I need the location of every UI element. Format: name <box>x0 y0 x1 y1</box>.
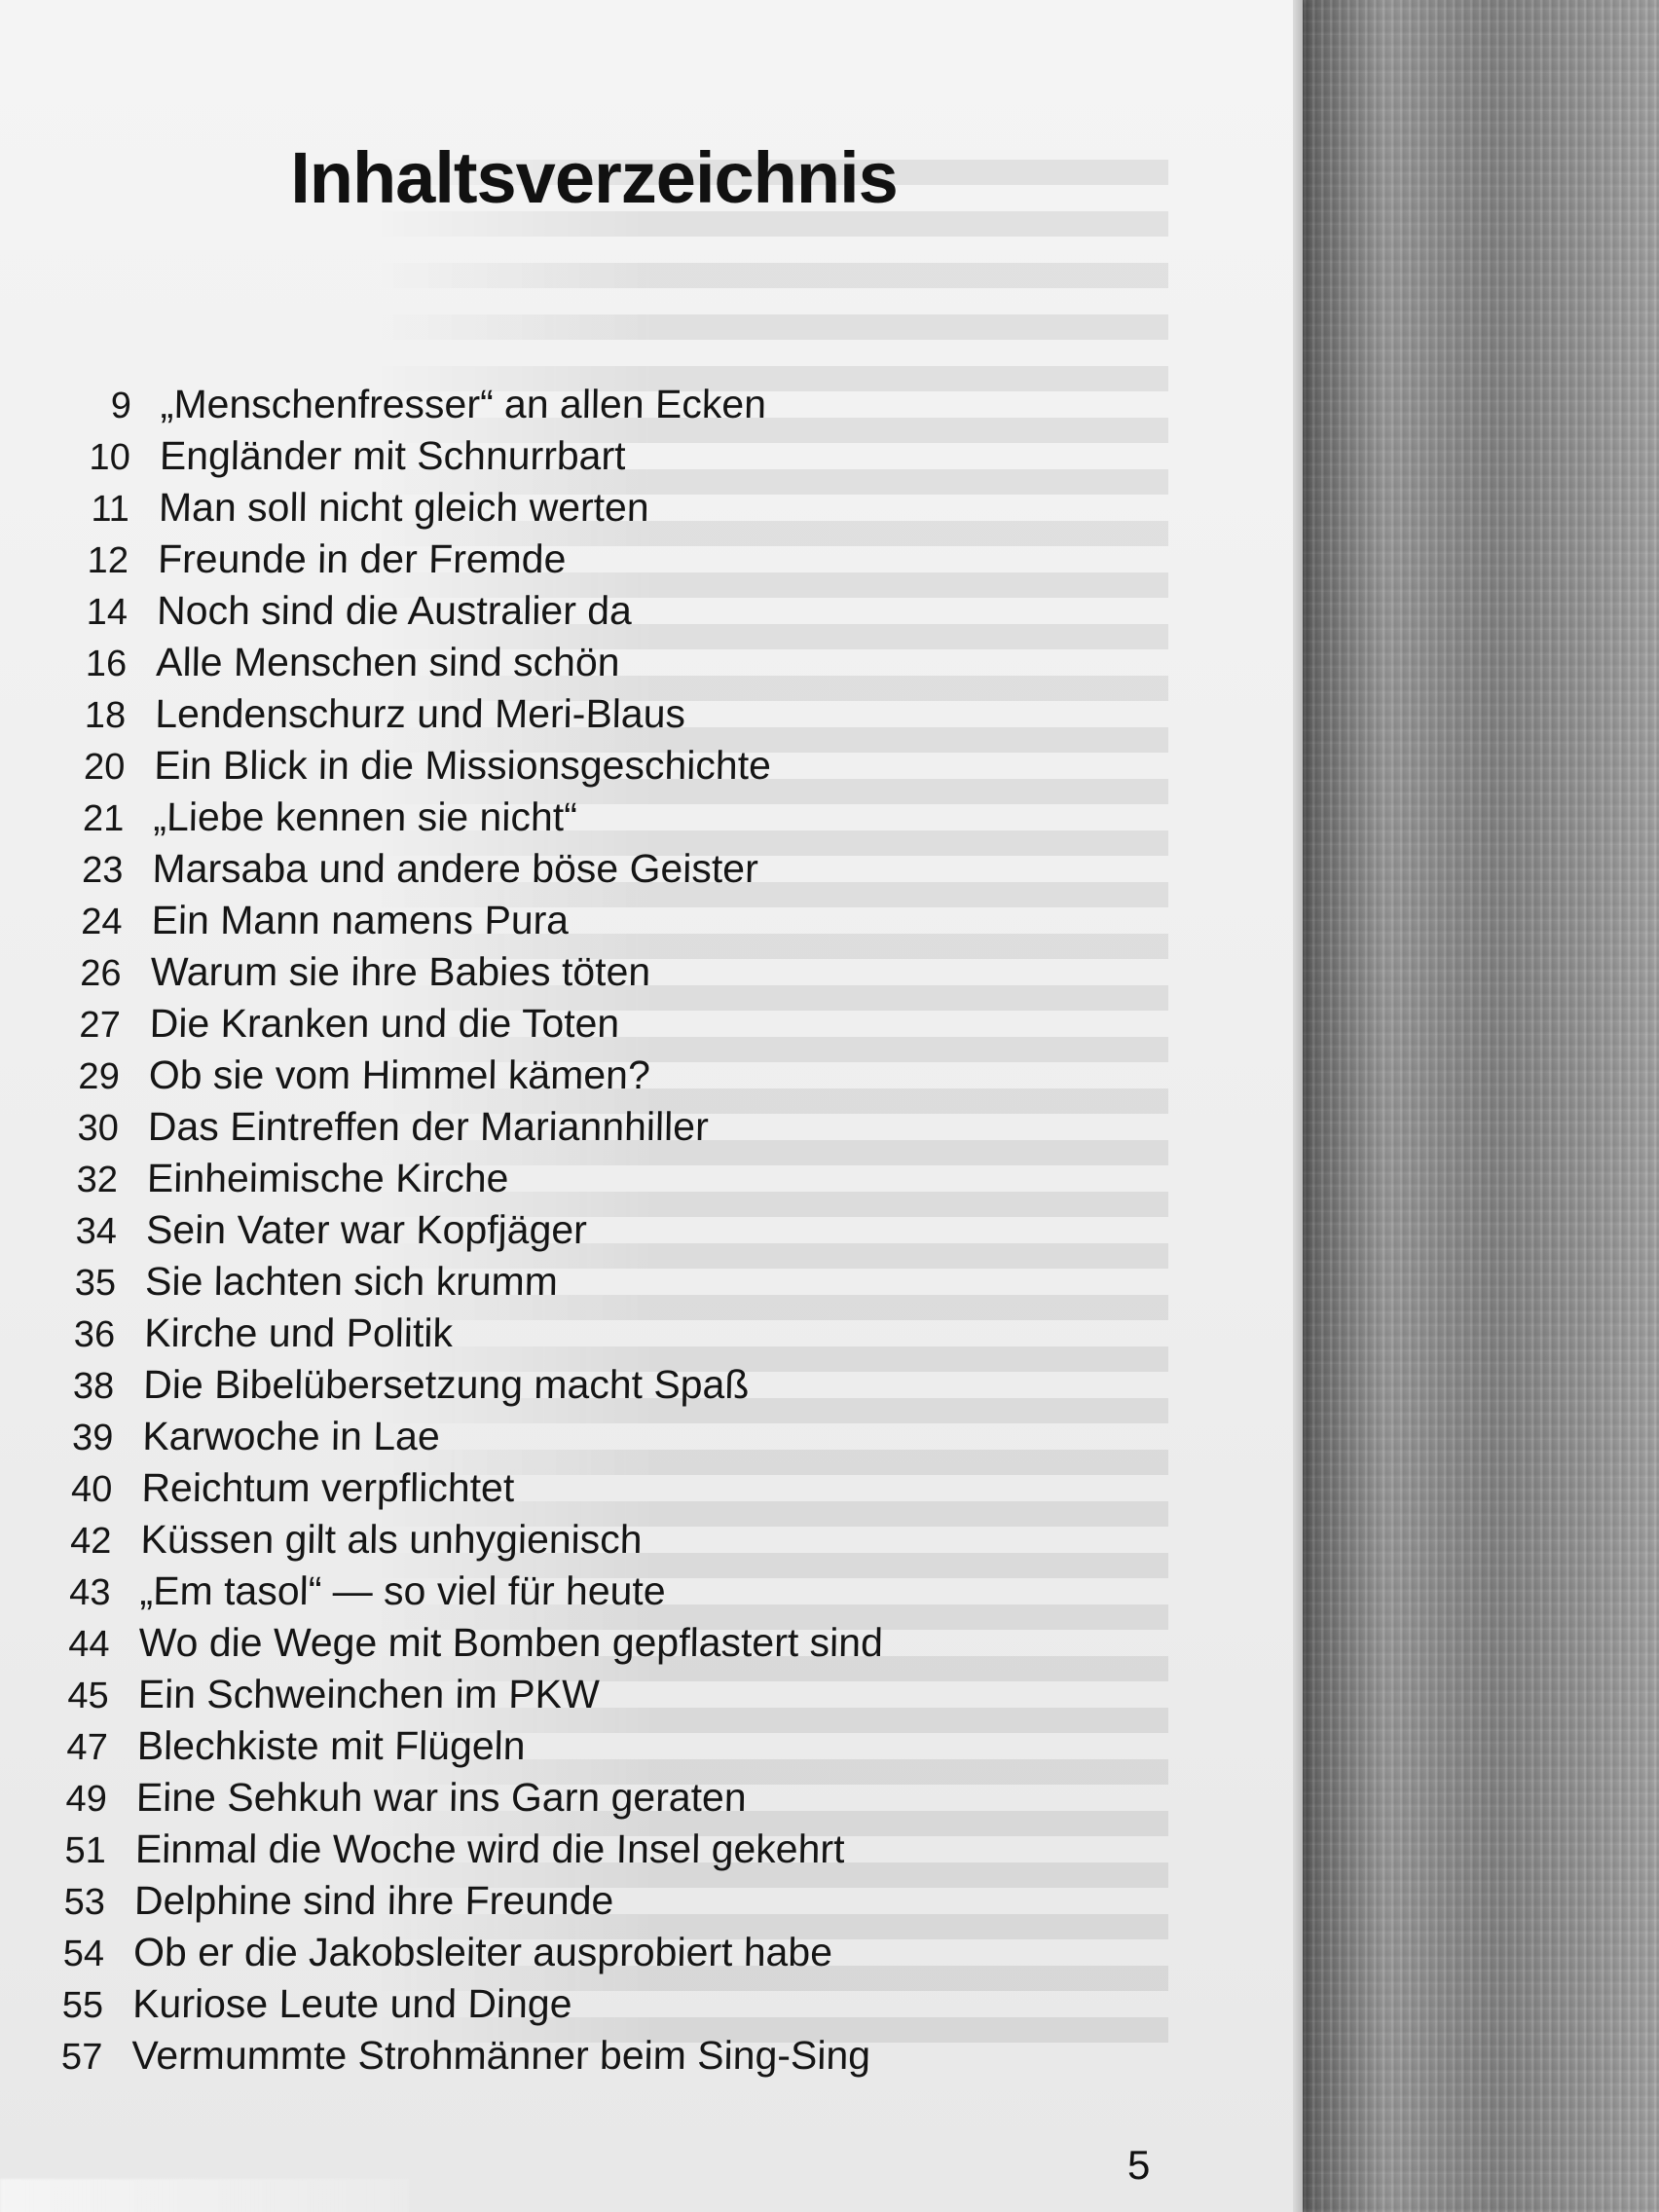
watermark <box>0 2179 409 2212</box>
toc-page-number: 14 <box>86 592 129 633</box>
page-title: Inhaltsverzeichnis <box>290 137 898 218</box>
toc-page-number: 10 <box>89 437 131 478</box>
toc-page-number: 34 <box>75 1211 118 1252</box>
toc-entry <box>29 1723 1198 1775</box>
toc-page-number: 16 <box>85 644 128 684</box>
toc-chapter-title: Sie lachten sich krumm <box>144 1259 559 1304</box>
toc-chapter-title: „Liebe kennen sie nicht“ <box>153 794 578 839</box>
toc-entry <box>34 1465 1203 1517</box>
toc-chapter-title: Eine Sehkuh war ins Garn geraten <box>135 1775 748 1820</box>
toc-page-number: 39 <box>71 1418 114 1458</box>
toc-page-number: 11 <box>91 489 130 530</box>
background-surface <box>1295 0 1659 2212</box>
toc-chapter-title: Noch sind die Australier da <box>156 588 633 633</box>
toc-entry <box>50 588 1219 640</box>
toc-page-number: 54 <box>62 1934 105 1974</box>
toc-page-number: 27 <box>79 1005 122 1046</box>
toc-page-number: 26 <box>80 953 123 994</box>
toc-entry <box>51 485 1220 536</box>
toc-entry <box>48 691 1217 743</box>
toc-entry <box>42 1001 1211 1052</box>
toc-page-number: 43 <box>68 1572 111 1613</box>
toc-page-number: 51 <box>64 1830 107 1871</box>
page-number: 5 <box>1127 2142 1151 2188</box>
toc-page-number: 32 <box>76 1160 119 1200</box>
toc-chapter-title: Ob er die Jakobsleiter ausprobiert habe <box>132 1930 833 1974</box>
toc-page-number: 18 <box>84 695 127 736</box>
toc-entry <box>33 1517 1202 1568</box>
toc-chapter-title: Einmal die Woche wird die Insel gekehrt <box>134 1826 845 1871</box>
toc-page-number: 23 <box>81 850 124 891</box>
toc-entry <box>44 898 1213 949</box>
toc-entry <box>51 536 1220 588</box>
toc-entry <box>53 382 1222 433</box>
toc-chapter-title: Einheimische Kirche <box>146 1156 509 1200</box>
toc-chapter-title: Küssen gilt als unhygienisch <box>140 1517 644 1562</box>
toc-chapter-title: „Em tasol“ — so viel für heute <box>139 1568 667 1613</box>
toc-entry <box>30 1672 1199 1723</box>
toc-chapter-title: Wo die Wege mit Bomben gepflastert sind <box>138 1620 884 1665</box>
page-edge <box>1293 0 1303 2212</box>
toc-entry <box>28 1775 1198 1826</box>
toc-page-number: 29 <box>78 1056 121 1097</box>
toc-page-number: 35 <box>74 1263 117 1304</box>
toc-page-number: 49 <box>65 1779 108 1820</box>
toc-chapter-title: Lendenschurz und Meri-Blaus <box>154 691 686 736</box>
toc-entry <box>36 1362 1205 1414</box>
toc-page-number: 40 <box>70 1469 113 1510</box>
toc-chapter-title: Ein Schweinchen im PKW <box>137 1672 601 1716</box>
toc-page-number: 21 <box>82 798 125 839</box>
toc-page-number: 53 <box>63 1882 106 1923</box>
toc-chapter-title: Alle Menschen sind schön <box>155 640 620 684</box>
toc-page-number: 47 <box>66 1727 109 1768</box>
toc-entry <box>40 1104 1209 1156</box>
toc-chapter-title: Vermummte Strohmänner beim Sing-Sing <box>130 2033 871 2078</box>
toc-page-number: 45 <box>67 1676 110 1716</box>
toc-entry <box>38 1259 1207 1310</box>
toc-entry <box>26 1930 1196 1981</box>
toc-entry <box>46 794 1215 846</box>
toc-chapter-title: Kirche und Politik <box>143 1310 454 1355</box>
toc-page-number: 24 <box>80 902 123 942</box>
toc-entry <box>47 743 1216 794</box>
toc-chapter-title: Kuriose Leute und Dinge <box>131 1981 572 2026</box>
toc-entry <box>25 1981 1195 2033</box>
toc-entry <box>24 2033 1194 2084</box>
toc-chapter-title: Reichtum verpflichtet <box>141 1465 515 1510</box>
toc-entry <box>43 949 1212 1001</box>
toc-entry <box>31 1620 1200 1672</box>
toc-entry <box>49 640 1218 691</box>
toc-entry <box>27 1878 1197 1930</box>
toc-chapter-title: Marsaba und andere böse Geister <box>152 846 759 891</box>
toc-page-number: 30 <box>77 1108 120 1149</box>
toc-chapter-title: Karwoche in Lae <box>141 1414 441 1458</box>
toc-chapter-title: Man soll nicht gleich werten <box>158 485 650 530</box>
toc-entry <box>41 1052 1210 1104</box>
toc-entry <box>32 1568 1201 1620</box>
toc-page-number: 42 <box>69 1521 112 1562</box>
toc-page-number: 38 <box>72 1366 115 1407</box>
toc-page-number: 36 <box>73 1314 116 1355</box>
toc-chapter-title: Ob sie vom Himmel kämen? <box>148 1052 651 1097</box>
toc-chapter-title: Warum sie ihre Babies töten <box>150 949 651 994</box>
toc-entry <box>37 1310 1206 1362</box>
toc-chapter-title: „Menschenfresser“ an allen Ecken <box>160 382 767 426</box>
toc-chapter-title: Engländer mit Schnurrbart <box>159 433 626 478</box>
toc-chapter-title: Die Bibelübersetzung macht Spaß <box>142 1362 750 1407</box>
toc-entry <box>39 1207 1208 1259</box>
toc-page-number: 55 <box>61 1985 104 2026</box>
table-of-contents <box>24 382 1223 2084</box>
toc-chapter-title: Ein Blick in die Missionsgeschichte <box>153 743 772 788</box>
toc-page-number: 20 <box>83 747 126 788</box>
toc-chapter-title: Das Eintreffen der Mariannhiller <box>147 1104 710 1149</box>
toc-page-number: 12 <box>87 540 129 581</box>
toc-page-number: 57 <box>60 2037 103 2078</box>
toc-entry <box>45 846 1214 898</box>
toc-entry <box>52 433 1221 485</box>
toc-chapter-title: Freunde in der Fremde <box>157 536 567 581</box>
toc-chapter-title: Blechkiste mit Flügeln <box>136 1723 526 1768</box>
toc-chapter-title: Delphine sind ihre Freunde <box>133 1878 614 1923</box>
toc-chapter-title: Die Kranken und die Toten <box>149 1001 620 1046</box>
toc-entry <box>39 1156 1208 1207</box>
toc-page-number: 44 <box>67 1624 110 1665</box>
toc-chapter-title: Sein Vater war Kopfjäger <box>145 1207 588 1252</box>
toc-chapter-title: Ein Mann namens Pura <box>151 898 570 942</box>
toc-page-number: 9 <box>110 386 132 426</box>
toc-entry <box>27 1826 1197 1878</box>
toc-entry <box>35 1414 1204 1465</box>
